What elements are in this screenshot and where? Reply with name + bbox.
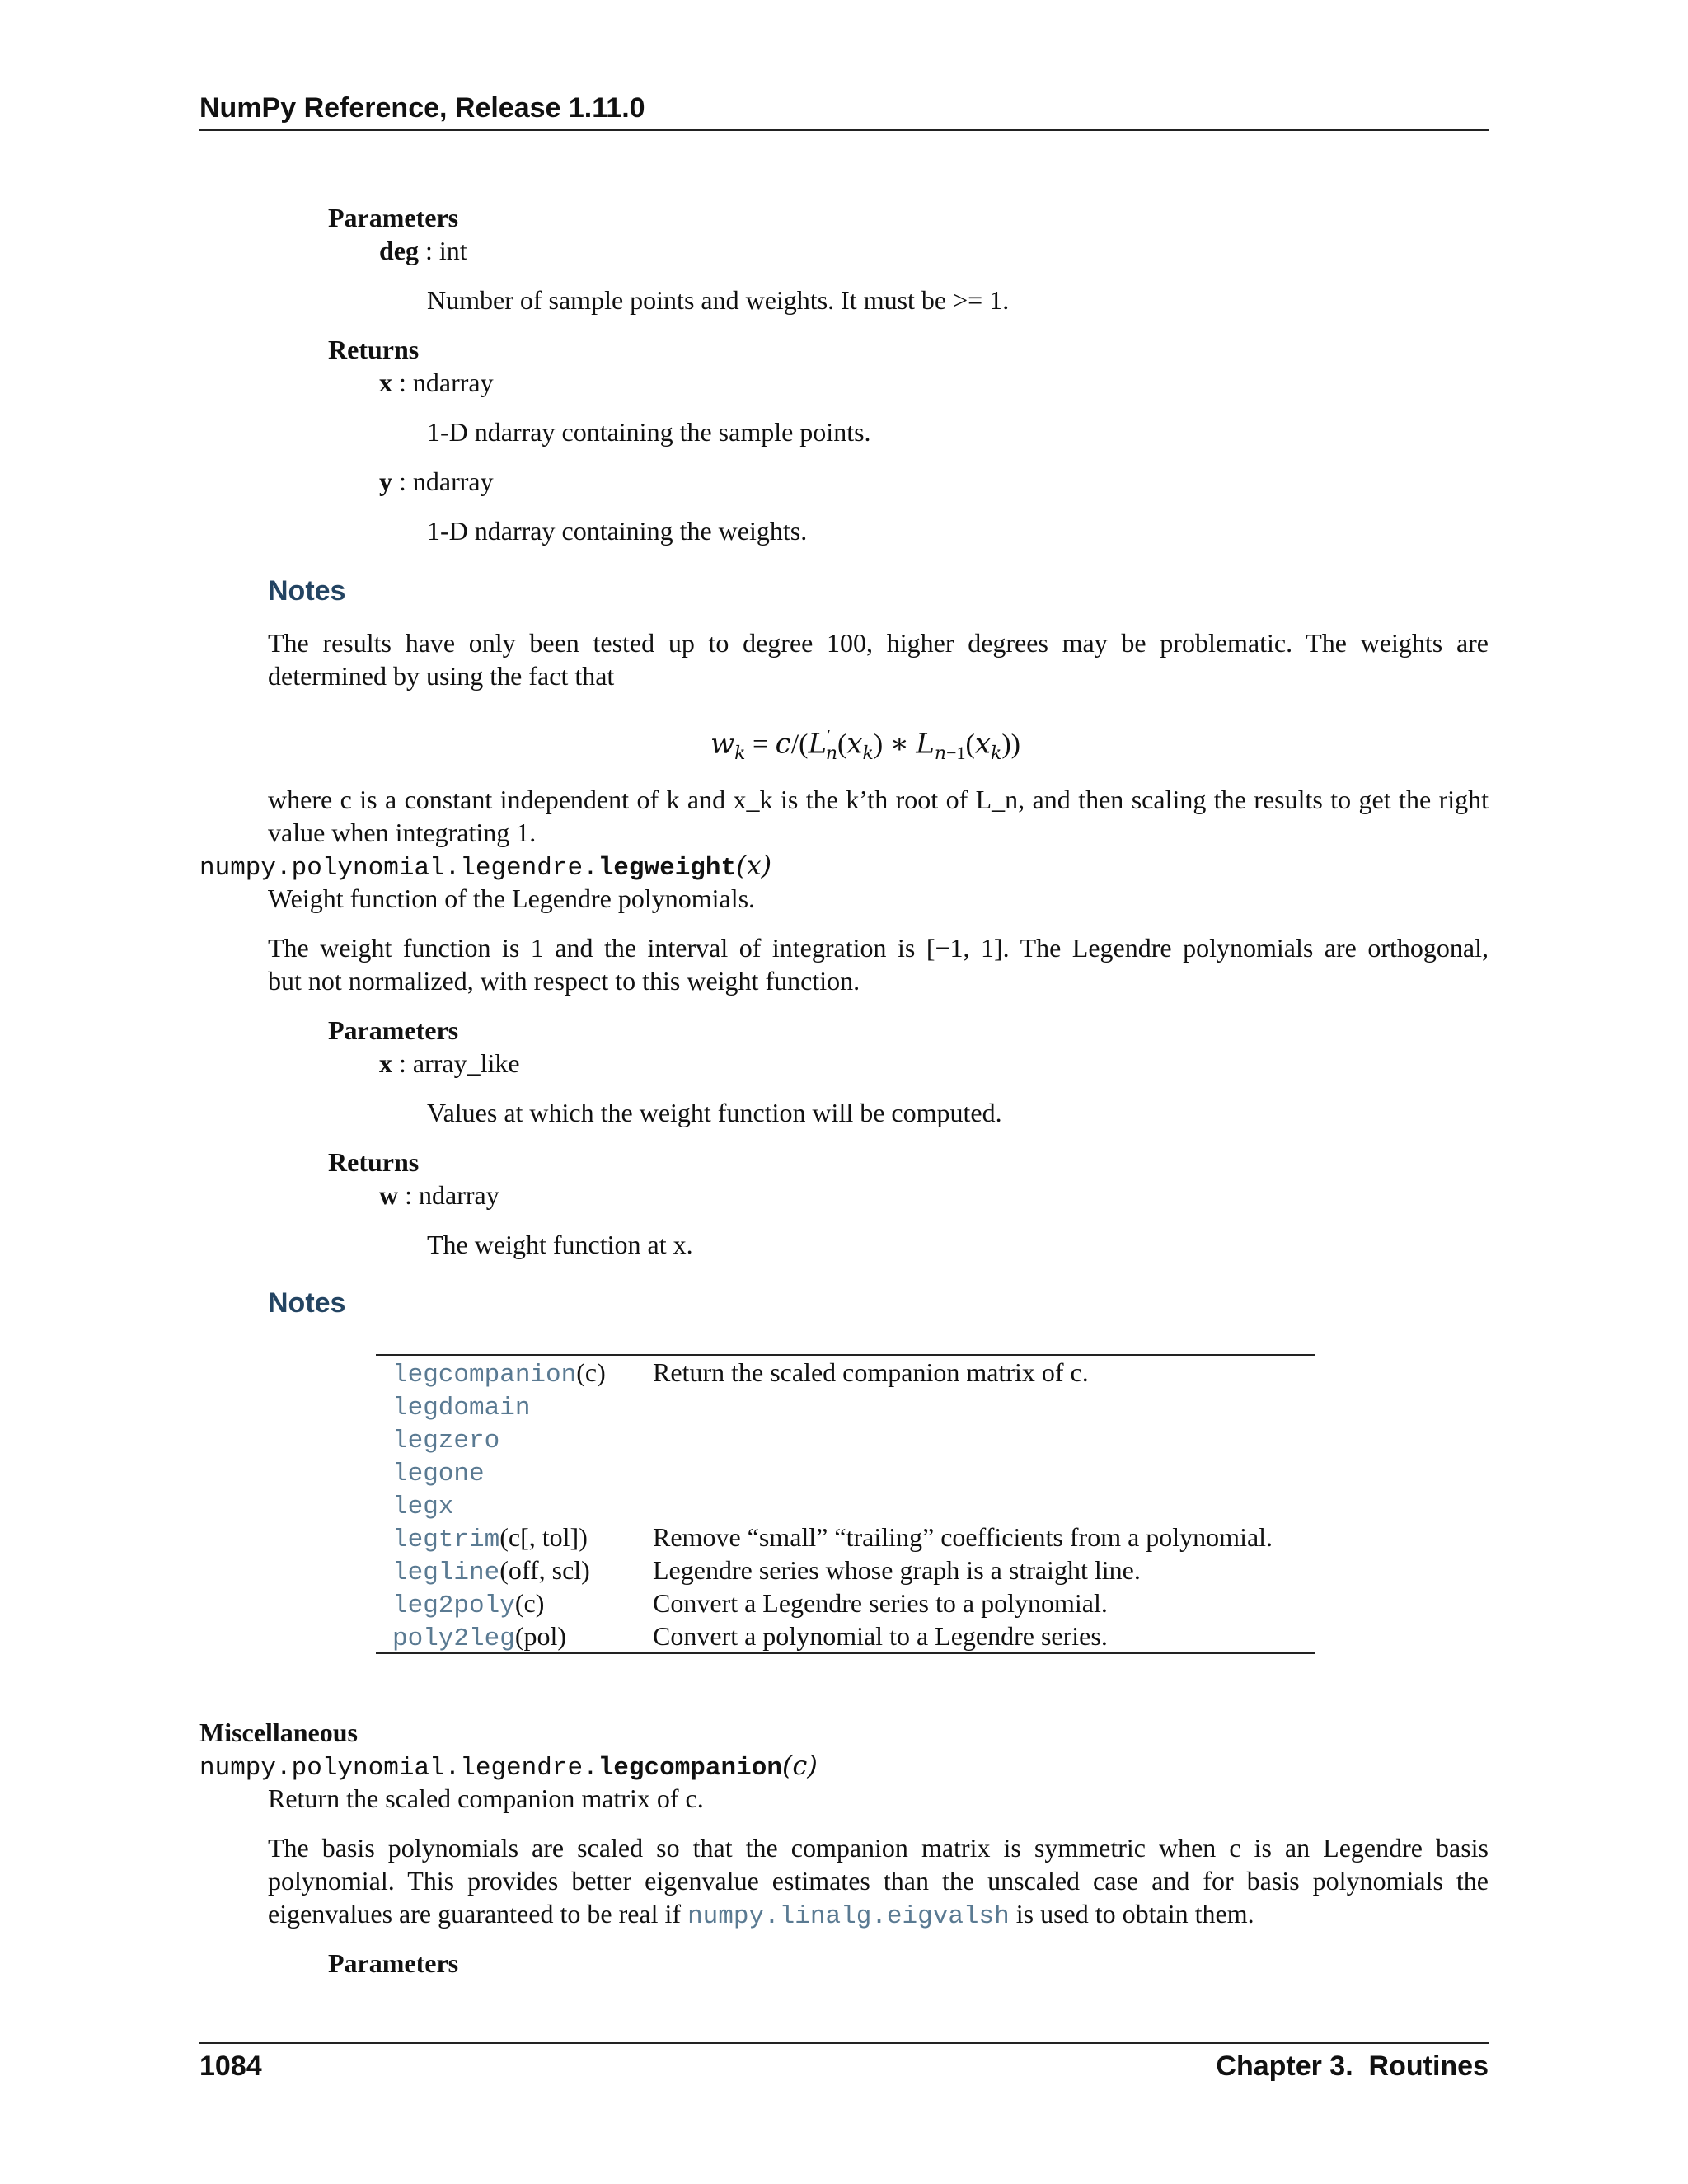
return-x-description: 1-D ndarray containing the sample points. [427, 417, 871, 447]
desc-text: eigenvalues are guaranteed to be real if [268, 1899, 688, 1929]
signature-name: legcompanion [598, 1754, 782, 1783]
legweight-desc-line1: The weight function is 1 and the interval of integration is [−1, 1]. The Legendre polynomials are orthogonal, [268, 933, 1489, 963]
return-y-description: 1-D ndarray containing the weights. [427, 516, 808, 546]
function-description: Convert a Legendre series to a polynomial. [653, 1588, 1108, 1618]
legcompanion-desc-line1: The basis polynomials are scaled so that the companion matrix is symmetric when c is an Legendre basis [268, 1833, 1489, 1863]
notes-text-line2: determined by using the fact that [268, 661, 615, 691]
function-args: (off, scl) [499, 1555, 590, 1585]
footer-rule [199, 2042, 1489, 2044]
signature-name: legweight [598, 854, 737, 883]
parameters-label: Parameters [328, 1015, 459, 1045]
table-row [376, 1521, 1315, 1554]
function-link[interactable]: legdomain [392, 1394, 531, 1422]
signature-prefix: numpy.polynomial.legendre. [199, 1754, 598, 1783]
page-number: 1084 [199, 2050, 262, 2082]
header-rule [199, 129, 1489, 131]
param-deg-description: Number of sample points and weights. It must be >= 1. [427, 285, 1010, 315]
return-w [379, 1179, 499, 1212]
miscellaneous-heading: Miscellaneous [199, 1718, 358, 1747]
return-x [379, 366, 494, 399]
param-type: : int [419, 236, 467, 265]
eigvalsh-link[interactable]: numpy.linalg.eigvalsh [687, 1902, 1010, 1931]
signature-args: (c) [781, 1750, 818, 1781]
signature-prefix: numpy.polynomial.legendre. [199, 854, 598, 883]
function-link[interactable]: poly2leg [392, 1624, 515, 1653]
table-row [376, 1356, 1315, 1389]
legcompanion-desc-line2: polynomial. This provides better eigenvalue estimates than the unscaled case and for basis polynomials the [268, 1866, 1489, 1896]
param-deg [379, 234, 467, 267]
table-row [376, 1586, 1315, 1619]
function-args: (c[, tol]) [499, 1522, 588, 1552]
table-row [376, 1455, 1315, 1488]
legcompanion-summary: Return the scaled companion matrix of c. [268, 1783, 704, 1813]
return-name: w [379, 1180, 399, 1210]
table-row [376, 1422, 1315, 1455]
function-description: Legendre series whose graph is a straight line. [653, 1555, 1141, 1585]
return-y [379, 465, 494, 498]
table-row [376, 1619, 1315, 1652]
where-text-line1: where c is a constant independent of k and x_k is the k’th root of L_n, and then scaling the results to get the right [268, 785, 1489, 814]
function-link[interactable]: leg2poly [392, 1591, 515, 1620]
weight-formula: $w_k = c/(L'_n(x_k)$ ∗ $L_{n-1}(x_k)$) [710, 726, 1021, 765]
function-args: (c) [514, 1588, 545, 1618]
table-row [376, 1554, 1315, 1586]
function-description: Remove “small” “trailing” coefficients from a polynomial. [653, 1522, 1273, 1552]
function-description: Return the scaled companion matrix of c. [653, 1357, 1089, 1387]
where-text-line2: value when integrating 1. [268, 818, 537, 847]
function-link[interactable]: legcompanion [392, 1361, 577, 1390]
legcompanion-desc-line3 [268, 1897, 1254, 1933]
function-link[interactable]: legone [392, 1460, 485, 1488]
returns-label: Returns [328, 335, 420, 364]
desc-text: is used to obtain them. [1009, 1899, 1254, 1929]
notes-heading: Notes [268, 1287, 346, 1319]
function-args: (pol) [514, 1621, 567, 1651]
function-description: Convert a polynomial to a Legendre series. [653, 1621, 1108, 1651]
param-x-description: Values at which the weight function will be computed. [427, 1098, 1002, 1127]
legcompanion-signature [199, 1749, 818, 1785]
legweight-summary: Weight function of the Legendre polynomials. [268, 883, 756, 913]
returns-label: Returns [328, 1147, 420, 1177]
return-name: y [379, 466, 392, 496]
function-link[interactable]: legtrim [392, 1526, 500, 1554]
signature-args: (x) [736, 850, 772, 881]
param-name: deg [379, 236, 419, 265]
function-link[interactable]: legline [392, 1558, 500, 1587]
param-type: : array_like [392, 1048, 520, 1078]
function-table [376, 1354, 1315, 1654]
function-link[interactable]: legx [392, 1493, 454, 1521]
function-args: (c) [576, 1357, 606, 1387]
param-x [379, 1047, 520, 1080]
chapter-title: Chapter 3. Routines [1216, 2050, 1489, 2082]
function-link[interactable]: legzero [392, 1427, 500, 1455]
table-row [376, 1488, 1315, 1521]
return-w-description: The weight function at x. [427, 1230, 693, 1259]
parameters-label: Parameters [328, 203, 459, 232]
return-type: : ndarray [392, 466, 494, 496]
page-header-title: NumPy Reference, Release 1.11.0 [199, 92, 645, 124]
return-type: : ndarray [398, 1180, 499, 1210]
notes-heading: Notes [268, 575, 346, 607]
legweight-desc-line2: but not normalized, with respect to this weight function. [268, 966, 860, 996]
parameters-label: Parameters [328, 1948, 459, 1978]
return-name: x [379, 368, 392, 397]
return-type: : ndarray [392, 368, 494, 397]
table-row [376, 1389, 1315, 1422]
legweight-signature [199, 849, 771, 885]
param-name: x [379, 1048, 392, 1078]
notes-text-line1: The results have only been tested up to degree 100, higher degrees may be problematic. The weights are [268, 628, 1489, 658]
